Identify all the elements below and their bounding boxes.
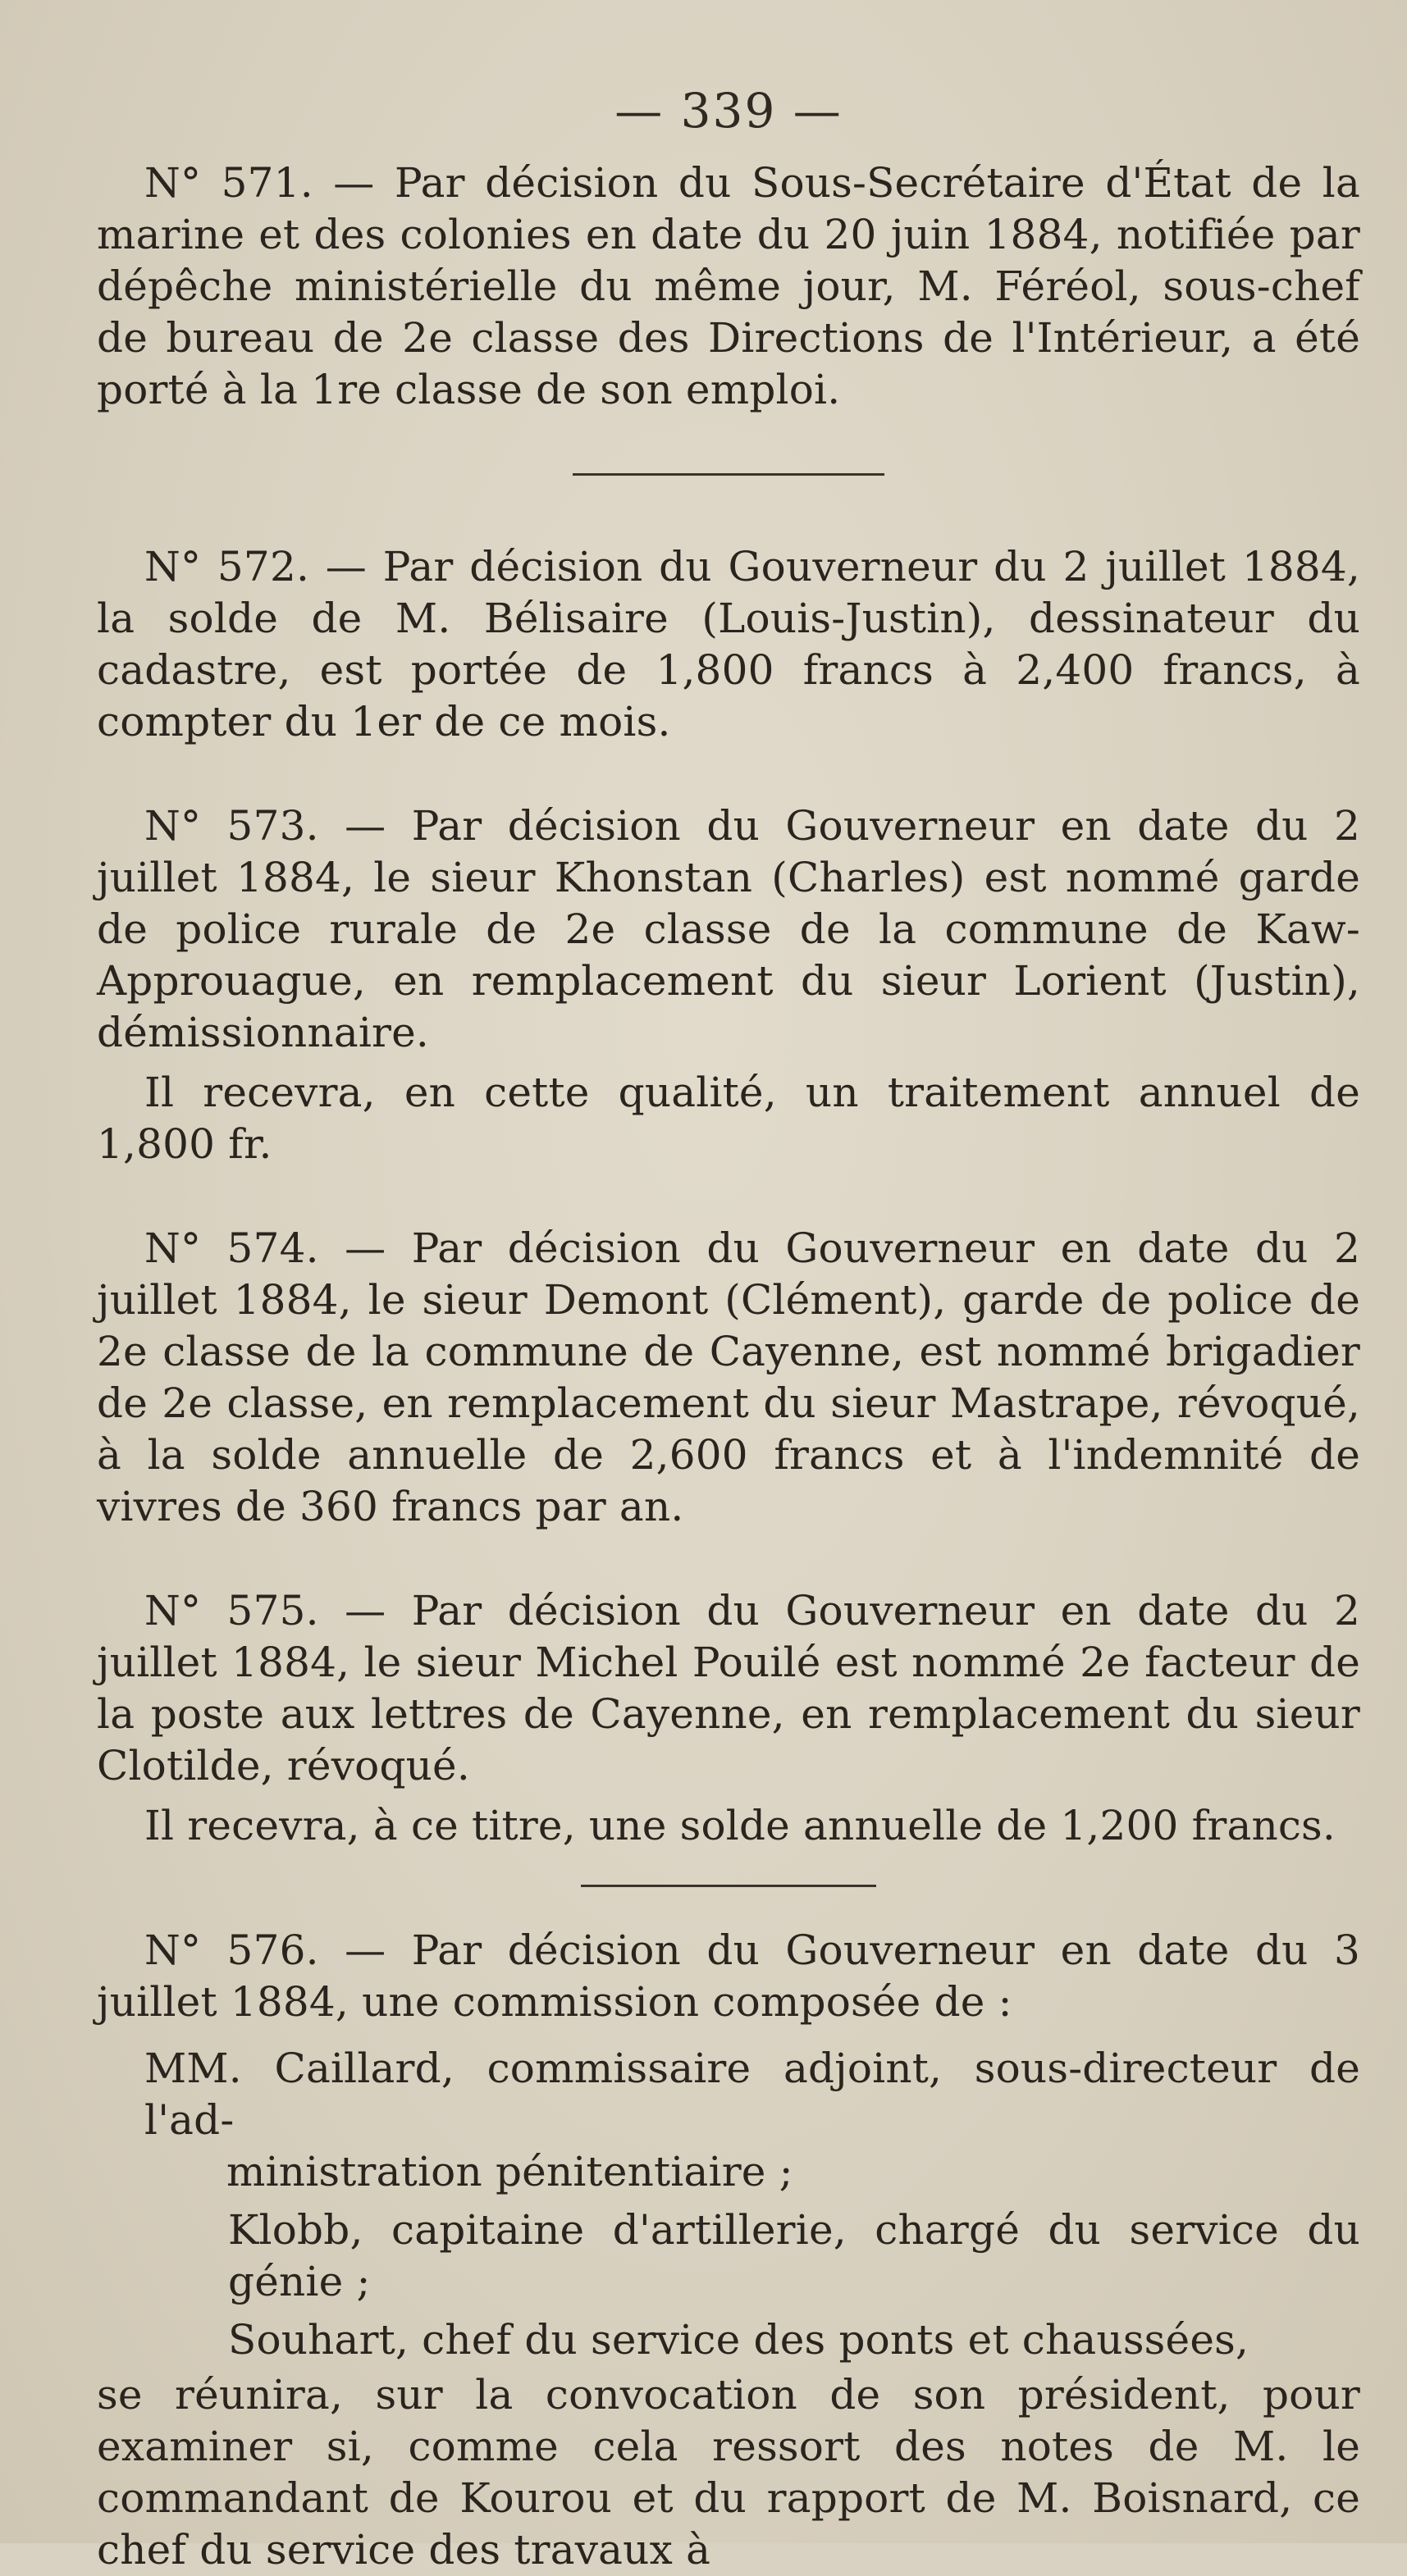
commission-member-1 — [144, 2043, 1360, 2198]
entry-576-intro: N° 576. — Par décision du Gouverneur en date du 3 juillet 1884, une commission composée de : — [97, 1926, 1360, 2026]
entry-571: N° 571. — Par décision du Sous-Secrétaire d'État de la marine et des colonies en date du 20 juin 1884, notifiée par dépêche ministérielle du même jour, M. Féréol, sous-chef de bureau de 2e classe des Directions de l'Intérieur, a été porté à la 1re classe de son emploi. — [97, 159, 1360, 413]
section-divider — [573, 473, 884, 476]
commission-member-3: Souhart, chef du service des ponts et chaussées, — [228, 2316, 1249, 2364]
commission-member-2: Klobb, capitaine d'artillerie, chargé du service du génie ; — [228, 2206, 1360, 2305]
entry-575: N° 575. — Par décision du Gouverneur en date du 2 juillet 1884, le sieur Michel Pouilé est nommé 2e facteur de la poste aux lettres de Cayenne, en remplacement du sieur Clotilde, révoqué. — [97, 1587, 1360, 1790]
page-content — [97, 82, 1360, 2576]
commission-member-1-line-1: MM. Caillard, commissaire adjoint, sous-directeur de l'ad- — [144, 2045, 1360, 2144]
entry-574: N° 574. — Par décision du Gouverneur en date du 2 juillet 1884, le sieur Demont (Clément), garde de police de 2e classe de la commune de Cayenne, est nommé brigadier de 2e classe, en remplacement du sieur Mastrape, révoqué, à la solde annuelle de 2,600 francs et à l'indemnité de vivres de 360 francs par an. — [97, 1224, 1360, 1530]
section-divider — [581, 1885, 876, 1887]
entry-576-body: se réunira, sur la convocation de son président, pour examiner si, comme cela ressort des notes de M. le commandant de Kourou et du rapport de M. Boisnard, ce chef du service des travaux à — [97, 2371, 1360, 2574]
entry-573-continuation: Il recevra, en cette qualité, un traitement annuel de 1,800 fr. — [97, 1069, 1360, 1168]
entry-575-continuation: Il recevra, à ce titre, une solde annuelle de 1,200 francs. — [144, 1802, 1336, 1849]
page-number: — 339 — — [614, 83, 843, 139]
entry-573: N° 573. — Par décision du Gouverneur en date du 2 juillet 1884, le sieur Khonstan (Charles) est nommé garde de police rurale de 2e classe de la commune de Kaw-Approuague, en remplacement du sieur Lorient (Justin), démissionnaire. — [97, 802, 1360, 1056]
commission-member-1-line-2: ministration pénitentiaire ; — [226, 2148, 793, 2195]
entry-572: N° 572. — Par décision du Gouverneur du 2 juillet 1884, la solde de M. Bélisaire (Louis-Justin), dessinateur du cadastre, est portée de 1,800 francs à 2,400 francs, à compter du 1er de ce mois. — [97, 543, 1360, 745]
